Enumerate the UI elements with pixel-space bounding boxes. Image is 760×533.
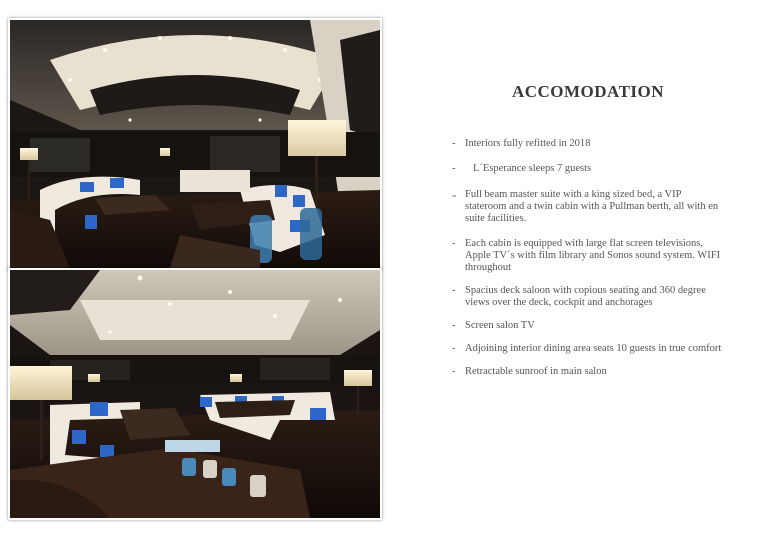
list-item bbox=[452, 366, 722, 378]
list-item-text: Retractable sunroof in main salon bbox=[465, 366, 607, 377]
list-item bbox=[452, 163, 722, 175]
bullet-dash: - bbox=[452, 187, 457, 202]
list-item-text: Each cabin is equipped with large flat screen televisions, Apple TV´s with film library and Sonos sound system. WIFI throughout bbox=[465, 238, 721, 273]
bullet-dash: - bbox=[452, 366, 456, 377]
bullet-dash: - bbox=[452, 285, 456, 296]
saloon-seating-image bbox=[10, 270, 380, 518]
list-item-text: Spacius deck saloon with copious seating and 360 degree views over the deck, cockpit and anchorages bbox=[465, 285, 706, 308]
list-item-text: Screen salon TV bbox=[465, 320, 535, 331]
list-item bbox=[452, 138, 722, 150]
list-item bbox=[452, 238, 722, 274]
bullet-dash: - bbox=[452, 163, 456, 174]
list-item bbox=[452, 343, 722, 355]
list-item-text: L´Esperance sleeps 7 guests bbox=[473, 163, 592, 174]
bullet-dash: - bbox=[452, 320, 456, 331]
list-item bbox=[452, 320, 722, 332]
list-item-text: Full beam master suite with a king sized bed, a VIP stateroom and a twin cabin with a Pullman berth, all with en suite facilities. bbox=[465, 189, 719, 224]
saloon-photo-top bbox=[8, 18, 382, 270]
bullet-dash: - bbox=[452, 138, 456, 149]
list-item-text: Interiors fully refitted in 2018 bbox=[465, 138, 591, 149]
list-item bbox=[452, 189, 722, 225]
list-item-text: Adjoining interior dining area seats 10 guests in true comfort bbox=[465, 343, 722, 354]
bullet-dash: - bbox=[452, 343, 456, 354]
features-list bbox=[452, 138, 722, 389]
section-title: ACCOMODATION bbox=[511, 82, 665, 101]
saloon-photo-bottom bbox=[8, 268, 382, 520]
bullet-dash: - bbox=[452, 238, 456, 249]
saloon-interior-image bbox=[10, 20, 380, 268]
list-item bbox=[452, 285, 722, 309]
